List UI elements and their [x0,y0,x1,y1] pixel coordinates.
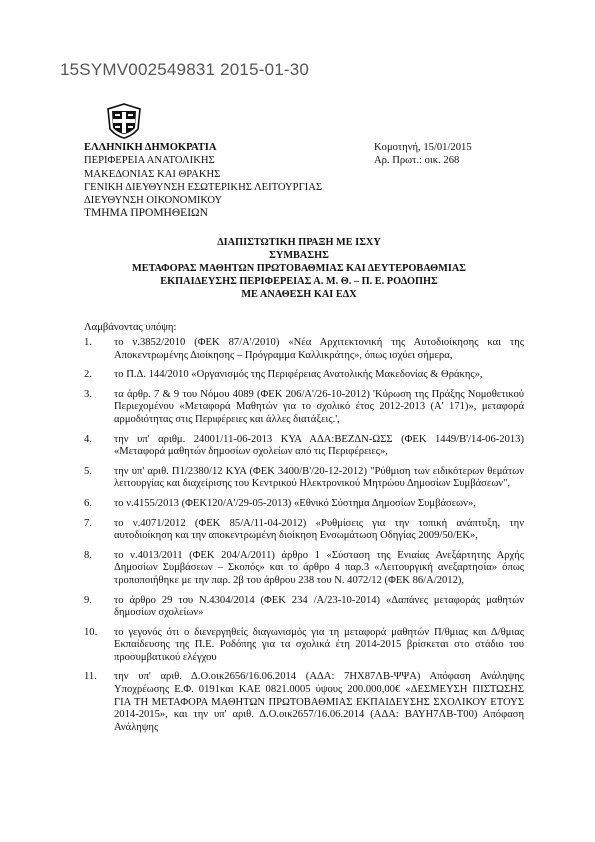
item-text: την υπ' αριθ. Π1/2380/12 ΚΥΑ (ΦΕΚ 3400/Β'/20-12-2012) "Ρύθμιση των ειδικότερων θεμάτων λειτουργίας και διαχείρισης του Κεντρικού Ηλεκτρονικού Μητρώου Δημοσίων Συμβάσεων", [114,465,524,490]
list-item [84,671,524,734]
item-text: την υπ' αριθ. Δ.Ο.οικ2656/16.06.2014 (ΑΔΑ: 7ΗΧ87ΛΒ-ΨΨΑ) Απόφαση Ανάληψης Υποχρέωσης Ε.Φ. 0191και ΚΑΕ 0821.0005 ύψους 200.000,00€ «ΔΕΣΜΕΥΣΗ ΠΙΣΤΩΣΗΣ ΓΙΑ ΤΗ ΜΕΤΑΦΟΡΑ ΜΑΘΗΤΩΝ ΠΡΩΤΟΒΑΘΜΙΑΣ ΕΚΠΑΙΔΕΥΣΗΣ ΣΧΟΛΙΚΟΥ ΕΤΟΥΣ 2014-2015», και την υπ' αριθ. Δ.Ο.οικ2657/16.06.2014 (ΑΔΑ: ΒΑΥΗ7ΛΒ-Τ00) Απόφαση Ανάληψης [114,671,524,733]
item-number: 10. [84,626,98,638]
greek-state-emblem-icon [105,103,143,139]
list-item [84,466,524,491]
document-meta [374,141,472,168]
item-text: τα άρθρ. 7 & 9 του Νόμου 4089 (ΦΕΚ 206/Α'/26-10-2012) 'Κύρωση της Πράξης Νομοθετικού Περιεχομένου «Μεταφορά Μαθητών για το σχολικό έτος 2012-2013 (Α' 171)», μεταφορά αρμοδιότητας στις Περιφέρειες και άλλες διατάξεις.', [114,388,524,425]
sender-line: ΤΜΗΜΑ ΠΡΟΜΗΘΕΙΩΝ [84,207,208,220]
document-title [84,237,514,302]
list-item [84,518,524,543]
title-line: ΔΙΑΠΙΣΤΩΤΙΚΗ ΠΡΑΞΗ ΜΕ ΙΣΧΥ [217,237,381,248]
sender-line: ΠΕΡΙΦΕΡΕΙΑ ΑΝΑΤΟΛΙΚΗΣ [84,155,215,167]
item-text: την υπ' αριθμ. 24001/11-06-2013 ΚΥΑ ΑΔΑ:ΒΕΖΔΝ-ΩΣΣ (ΦΕΚ 1449/Β'/14-06-2013) «Μεταφορά μαθητών δημοσίων σχολείων από τις Περιφέρειες», [114,433,524,458]
list-item [84,434,524,459]
item-number: 3. [84,388,92,400]
intro-text: Λαμβάνοντας υπόψη: [84,322,177,333]
sender-line: ΓΕΝΙΚΗ ΔΙΕΥΘΥΝΣΗ ΕΣΩΤΕΡΙΚΗΣ ΛΕΙΤΟΥΡΓΙΑΣ [84,181,323,193]
list-item [84,627,524,665]
item-number: 2. [84,369,92,381]
item-text: το Π.Δ. 144/2010 «Οργανισμός της Περιφέρειας Ανατολικής Μακεδονίας & Θράκης», [114,369,483,381]
item-text: το άρθρο 29 του Ν.4304/2014 (ΦΕΚ 234 /Α/23-10-2014) «Δαπάνες μεταφοράς μαθητών δημοσίων σχολείων» [114,594,524,619]
title-line: ΣΥΜΒΑΣΗΣ [269,249,329,261]
sender-line: ΜΑΚΕΔΟΝΙΑΣ ΚΑΙ ΘΡΑΚΗΣ [84,168,221,180]
sender-line: ΔΙΕΥΘΥΝΣΗ ΟΙΚΟΝΟΜΙΚΟΥ [84,195,223,207]
item-number: 8. [84,549,92,561]
list-item [84,337,524,362]
sender-block [84,141,322,221]
item-text: το ν.4013/2011 (ΦΕΚ 204/Α/2011) άρθρο 1 «Σύσταση της Ενιαίας Ανεξάρτητης Αρχής Δημοσίων Συμβάσεων – Σκοπός» και το άρθρο 4 παρ.3 «Λειτουργική ανεξαρτησία» όπως τροποποιήθηκε με την παρ. 2β του άρθρου 238 του Ν. 4072/12 (ΦΕΚ 86/Α/2012), [114,549,524,586]
title-line: ΕΚΠΑΙΔΕΥΣΗΣ ΠΕΡΙΦΕΡΕΙΑΣ Α. Μ. Θ. – Π. Ε. ΡΟΔΟΠΗΣ [160,275,438,287]
item-number: 4. [84,433,92,445]
item-number: 7. [84,517,92,529]
item-text: το γεγονός ότι ο διενεργηθείς διαγωνισμός για τη μεταφορά μαθητών Π/θμιας και Δ/θμιας Εκπαίδευσης της Π.Ε. Ροδόπης για τα σχολικά έτη 2014-2015 βρίσκεται στο στάδιο του προσυμβατικού ελέγχου [114,626,524,663]
item-text: το ν.3852/2010 (ΦΕΚ 87/Α'/2010) «Νέα Αρχιτεκτονική της Αυτοδιοίκησης και της Αποκεντρωμένης Διοίκησης – Πρόγραμμα Καλλικράτης», όπως ισχύει σήμερα, [114,337,524,361]
item-number: 1. [84,337,92,348]
list-item [84,595,524,620]
considerations-list [84,337,524,741]
place-date: Κομοτηνή, 15/01/2015 [374,142,472,153]
item-text: το ν.4071/2012 (ΦΕΚ 85/Α/11-04-2012) «Ρυθμίσεις για την τοπική ανάπτυξη, την αυτοδιοίκηση και την αποκεντρωμένη διοίκηση Ενσωμάτωση Οδηγίας 2009/50/ΕΚ», [114,517,524,542]
list-item [84,498,524,511]
document-watermark-id: 15SYMV002549831 2015-01-30 [60,60,310,79]
title-line: ΜΕ ΑΝΑΘΕΣΗ ΚΑΙ ΕΔΧ [241,288,357,300]
item-number: 11. [84,671,97,683]
list-item [84,369,524,382]
list-item [84,389,524,427]
item-number: 5. [84,465,92,477]
title-line: ΜΕΤΑΦΟΡΑΣ ΜΑΘΗΤΩΝ ΠΡΩΤΟΒΑΘΜΙΑΣ ΚΑΙ ΔΕΥΤΕΡΟΒΑΘΜΙΑΣ [132,262,466,274]
protocol-number: Αρ. Πρωτ.: οικ. 268 [374,155,460,167]
sender-line: ΕΛΛΗΝΙΚΗ ΔΗΜΟΚΡΑΤΙΑ [84,142,217,153]
item-text: το ν.4155/2013 (ΦΕΚ120/Α'/29-05-2013) «Εθνικό Σύστημα Δημοσίων Συμβάσεων», [114,497,476,509]
item-number: 9. [84,594,92,606]
list-item [84,550,524,588]
item-number: 6. [84,497,92,509]
